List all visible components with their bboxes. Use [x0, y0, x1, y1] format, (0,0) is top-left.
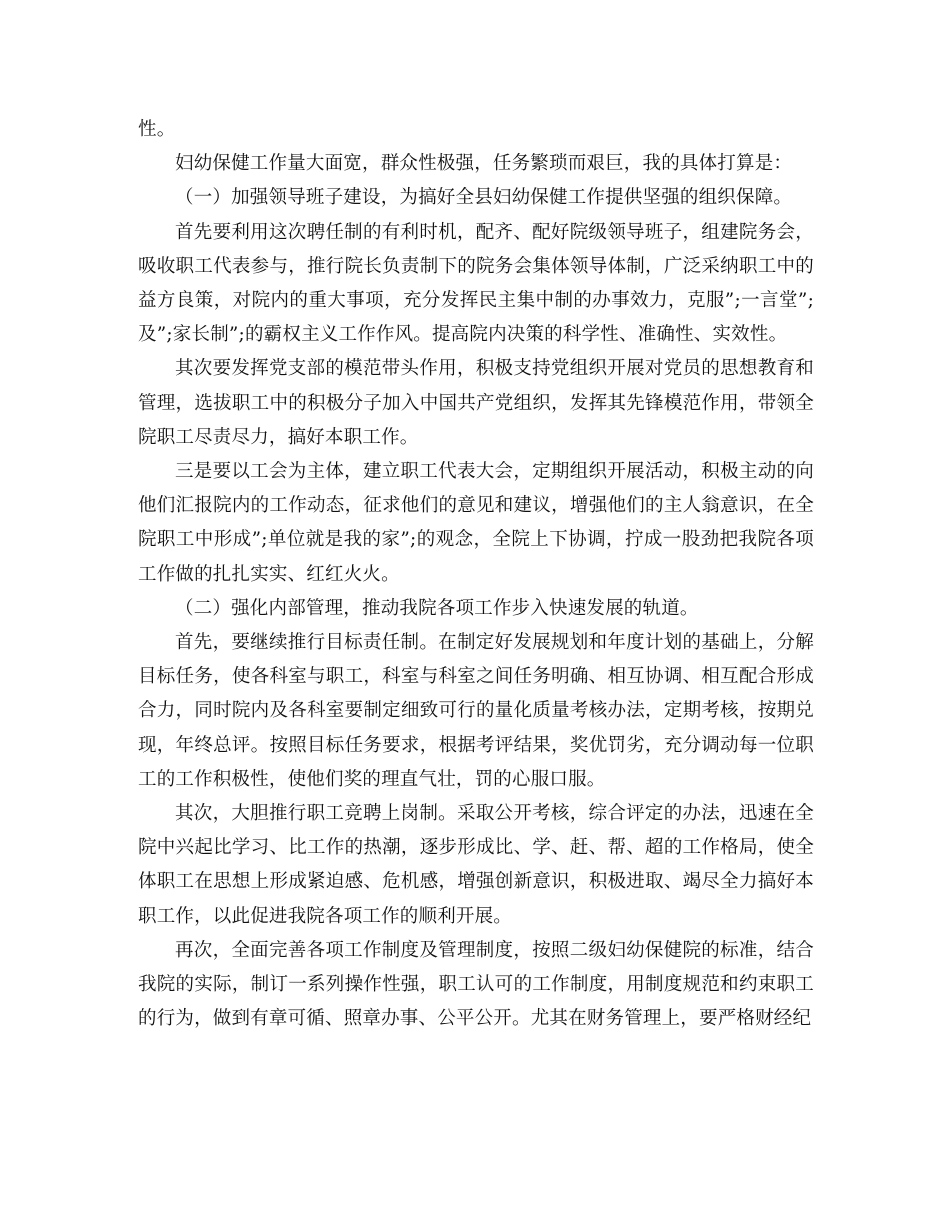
paragraph-union: 三是要以工会为主体，建立职工代表大会，定期组织开展活动，积极主动的向他们汇报院内的工作动态，征求他们的意见和建议，增强他们的主人翁意识，在全院职工中形成”;单位就是我的家”;的观念，全院上下协调，拧成一股劲把我院各项工作做的扎扎实实、红红火火。 [138, 461, 814, 585]
paragraph-party-branch: 其次要发挥党支部的模范带头作用，积极支持党组织开展对党员的思想教育和管理，选拔职工中的积极分子加入中国共产党组织，发挥其先锋模范作用，带领全院职工尽责尽力，搞好本职工作。 [138, 358, 814, 448]
section-heading-two: （二）强化内部管理，推动我院各项工作步入快速发展的轨道。 [175, 597, 699, 619]
section-heading-one: （一）加强领导班子建设，为搞好全县妇幼保健工作提供坚强的组织保障。 [175, 187, 793, 209]
paragraph-leadership: 首先要利用这次聘任制的有利时机，配齐、配好院级领导班子，组建院务会，吸收职工代表参与，推行院长负责制下的院务会集体领导体制，广泛采纳职工中的益方良策，对院内的重大事项，充分发挥民主集中制的办事效力，克服”;一言堂”;及”;家长制”;的霸权主义工作作风。提高院内决策的科学性、准确性、实效性。 [138, 221, 814, 346]
paragraph-continuation: 性。 [138, 119, 176, 140]
paragraph-competitive-posts: 其次，大胆推行职工竞聘上岗制。采取公开考核，综合评定的办法，迅速在全院中兴起比学习、比工作的热潮，逐步形成比、学、赶、帮、超的工作格局，使全体职工在思想上形成紧迫感、危机感，增强创新意识，积极进取、竭尽全力搞好本职工作，以此促进我院各项工作的顺利开展。 [138, 803, 814, 927]
paragraph-work-rules: 再次，全面完善各项工作制度及管理制度，按照二级妇幼保健院的标准，结合我院的实际，制订一系列操作性强，职工认可的工作制度，用制度规范和约束职工的行为，做到有章可循、照章办事、公平公开。尤其在财务管理上，要严格财经纪 [138, 939, 814, 1030]
paragraph-target-responsibility: 首先，要继续推行目标责任制。在制定好发展规划和年度计划的基础上，分解目标任务，使各科室与职工，科室与科室之间任务明确、相互协调、相互配合形成合力，同时院内及各科室要制定细致可行的量化质量考核办法，定期考核，按期兑现，年终总评。按照目标任务要求，根据考评结果，奖优罚劣，充分调动每一位职工的工作积极性，使他们奖的理直气壮，罚的心服口服。 [138, 632, 814, 790]
paragraph-intro: 妇幼保健工作量大面宽，群众性极强，任务繁琐而艰巨，我的具体打算是： [175, 153, 793, 175]
document-body [138, 113, 814, 1036]
